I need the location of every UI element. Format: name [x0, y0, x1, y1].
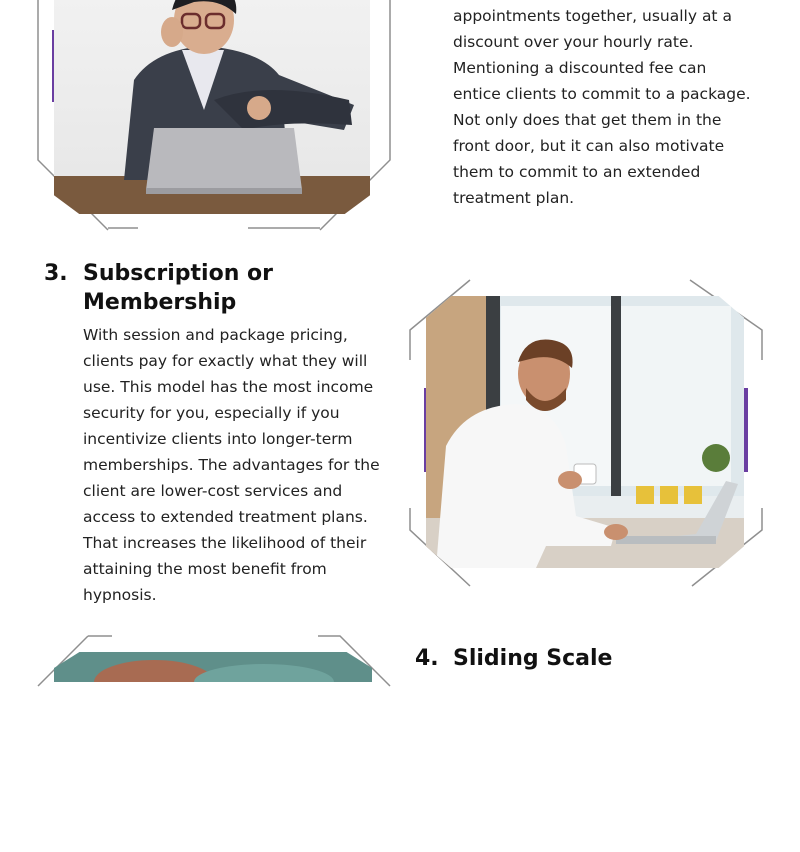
- section-3-title: [83, 259, 383, 317]
- man-checking-watch-laptop-photo: [54, 0, 370, 214]
- photo-frame-coffee: [410, 280, 762, 588]
- section-4-title: Sliding Scale: [453, 646, 613, 671]
- photo-frame-watch: [38, 0, 390, 230]
- package-pricing-paragraph: appointments together, usually at a discount over your hourly rate. Mentioning a discounted fee can entice clients to commit to a package. Not only does that get them in the front door, but it can also motivate them to commit to an extended treatment plan.: [453, 7, 751, 207]
- man-drinking-coffee-laptop-photo: [426, 296, 744, 568]
- photo-frame-bottom: [38, 636, 390, 696]
- section-3-title-line1: Subscription or: [83, 261, 273, 286]
- section-3-number: 3.: [44, 261, 68, 286]
- section-4-number: 4.: [415, 646, 439, 671]
- person-photo-cropped: [54, 652, 372, 852]
- subscription-paragraph: With session and package pricing, clients pay for exactly what they will use. This model has the most income security for you, especially if you incentivize clients into longer-term memberships. The advantages for the client are lower-cost services and access to extended treatment plans. That increases the likelihood of their attaining the most benefit from hypnosis.: [83, 326, 380, 604]
- section-3-title-line2: Membership: [83, 290, 237, 315]
